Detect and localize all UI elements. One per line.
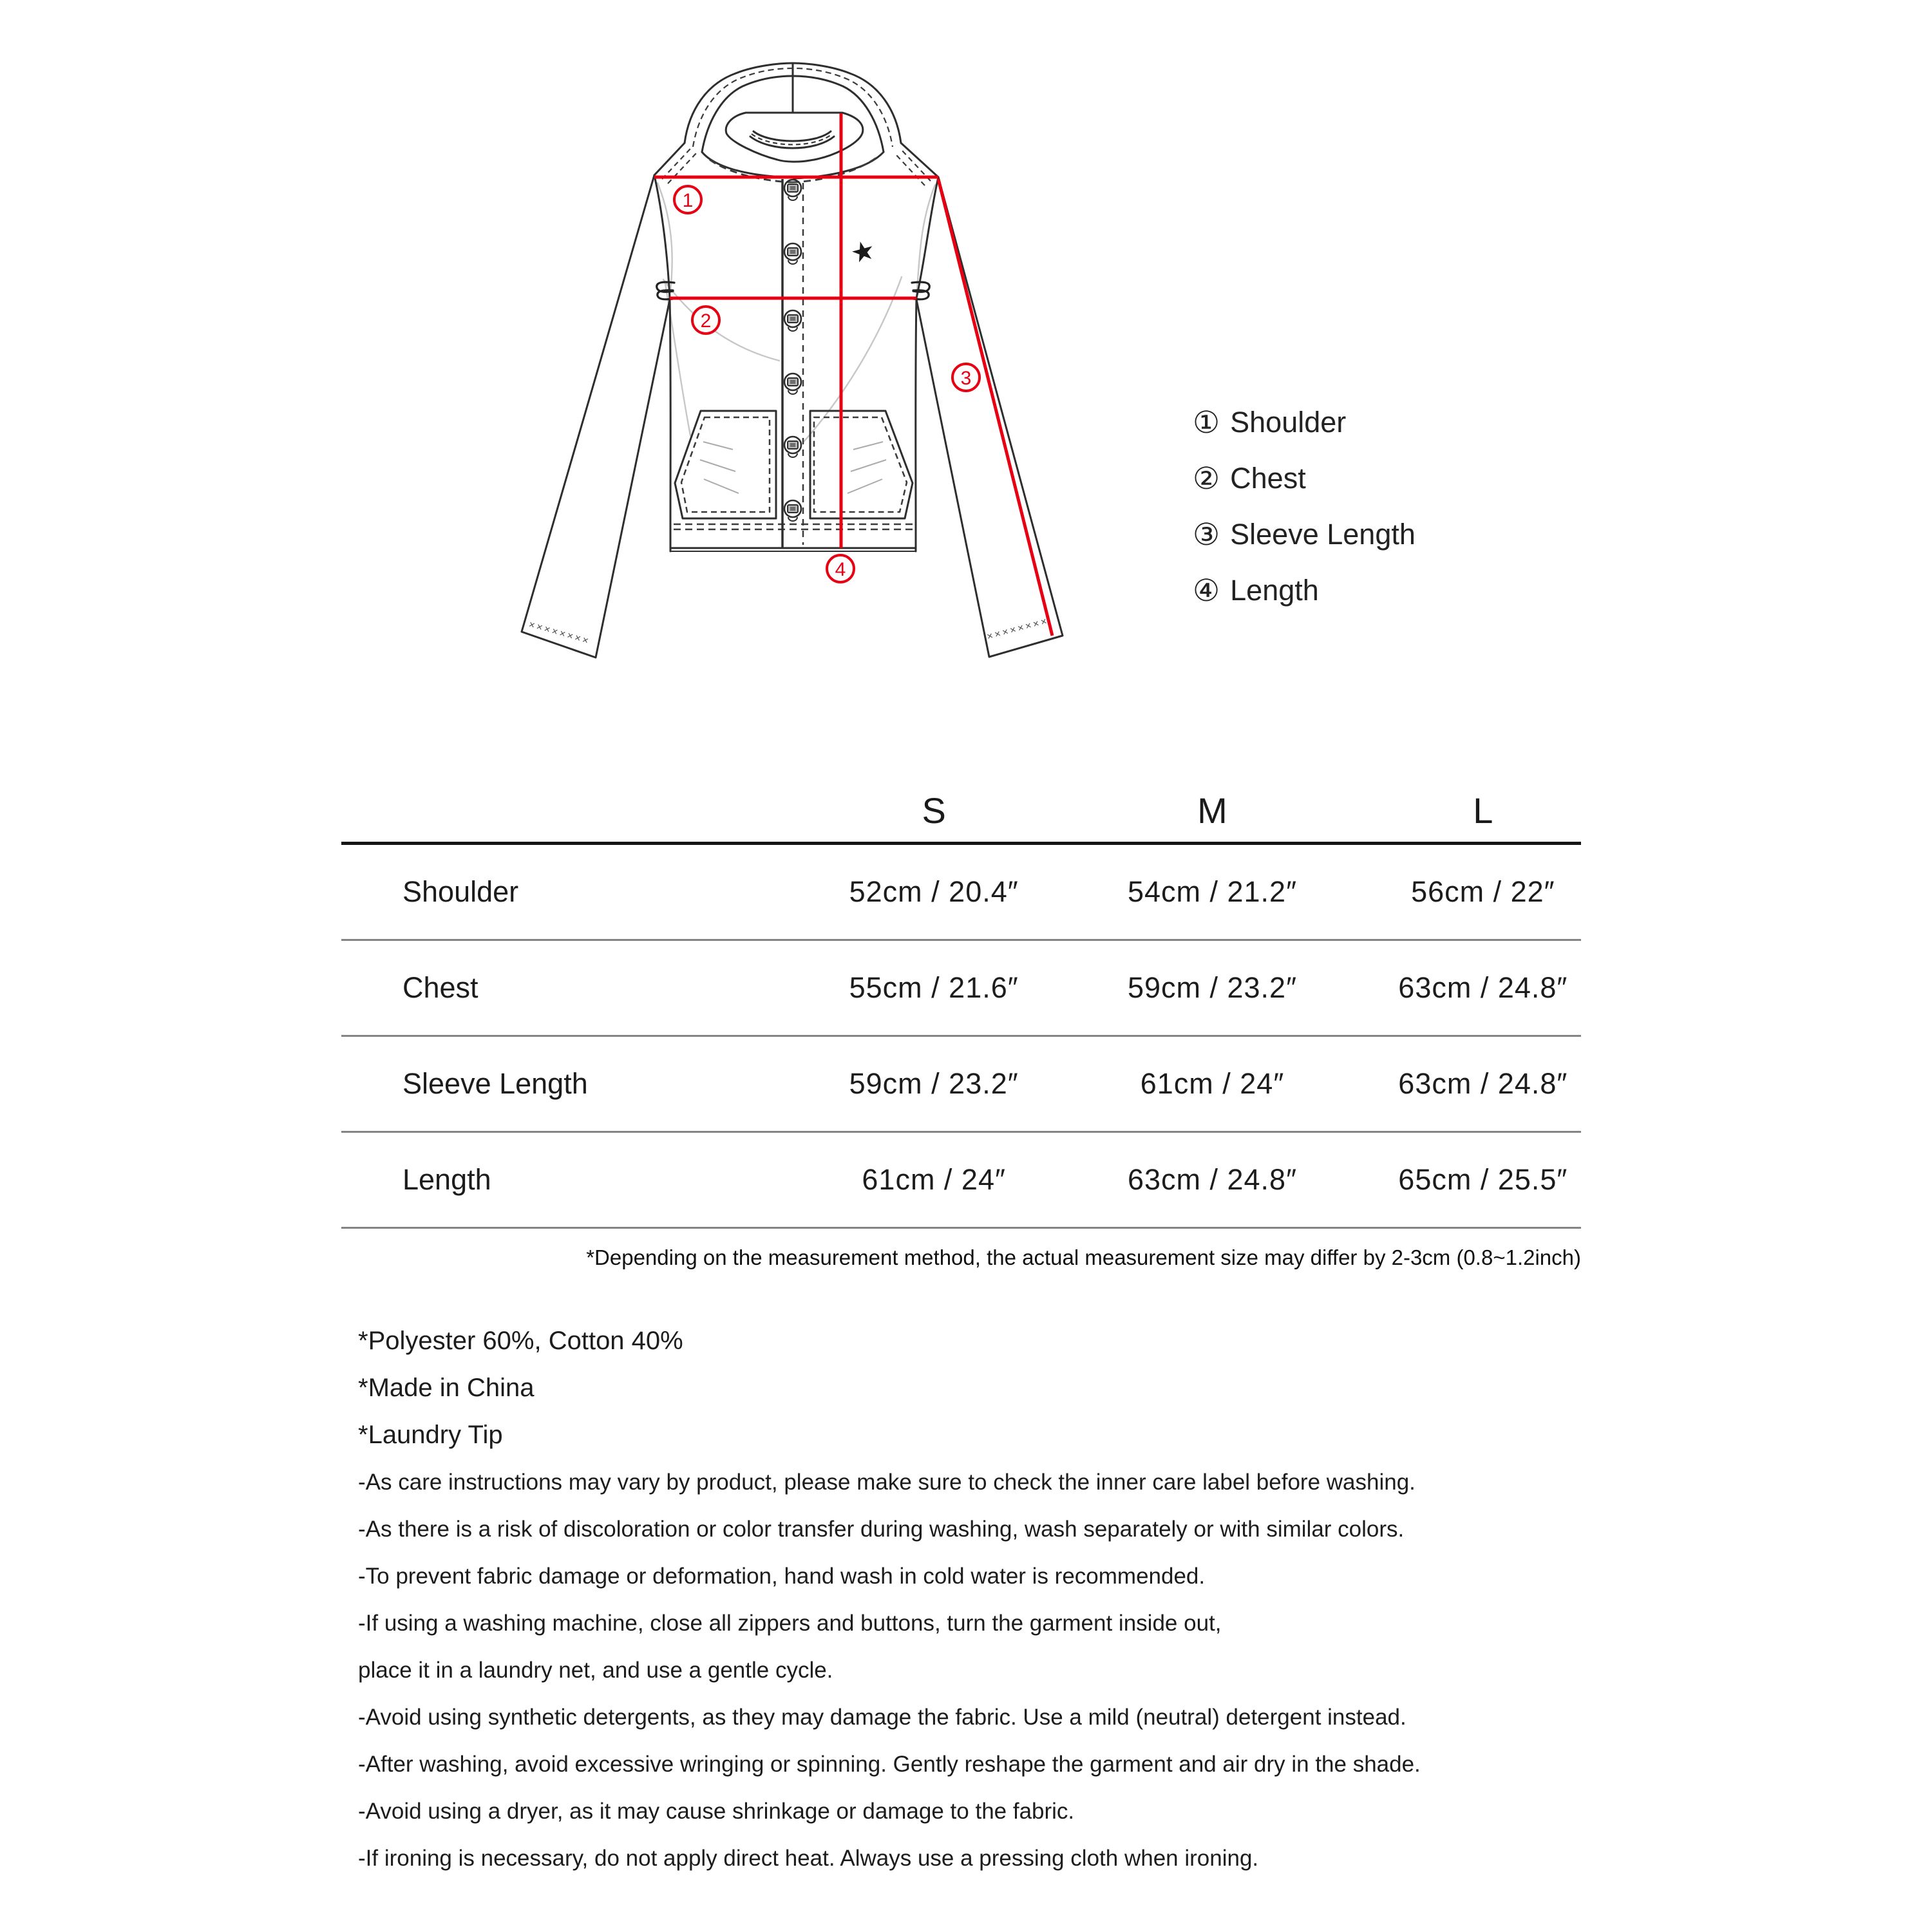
product-info bbox=[358, 1318, 1646, 1882]
care-line: -As there is a risk of discoloration or color transfer during washing, wash separately or with similar colors. bbox=[358, 1517, 1405, 1542]
care-line: -Avoid using a dryer, as it may cause shrinkage or damage to the fabric. bbox=[358, 1799, 1075, 1824]
header-spacer bbox=[341, 831, 792, 842]
table-row-shoulder bbox=[341, 845, 1581, 941]
hood bbox=[685, 63, 901, 178]
cell-shoulder-m: 54cm / 21.2″ bbox=[1127, 875, 1298, 908]
callout-4: 4 bbox=[835, 559, 846, 580]
pockets bbox=[675, 411, 913, 518]
button bbox=[784, 437, 801, 457]
measurement-footnote: *Depending on the measurement method, the actual measurement size may differ by 2-3cm (0.8~1.2inch) bbox=[586, 1245, 1581, 1269]
star-logo: ★ bbox=[847, 233, 879, 270]
care-line: -After washing, avoid excessive wringing or spinning. Gently reshape the garment and air dry in the shade. bbox=[358, 1752, 1421, 1777]
cell-chest-s: 55cm / 21.6″ bbox=[849, 971, 1019, 1004]
legend-label-chest: Chest bbox=[1230, 461, 1306, 495]
buttons bbox=[784, 180, 801, 521]
hem-stitching bbox=[674, 524, 913, 529]
legend-item-length bbox=[1193, 562, 1416, 618]
size-table bbox=[341, 776, 1581, 1270]
legend-num-3: ③ bbox=[1193, 517, 1220, 551]
legend-label-sleeve-length: Sleeve Length bbox=[1230, 517, 1416, 551]
legend-num-2: ② bbox=[1193, 461, 1220, 495]
measurement-legend bbox=[1193, 394, 1416, 618]
placket bbox=[782, 179, 803, 548]
left-cuff-stitch: ×××××××× bbox=[527, 619, 592, 648]
table-row-length bbox=[341, 1133, 1581, 1229]
care-line: -If using a washing machine, close all zippers and buttons, turn the garment inside out, bbox=[358, 1611, 1222, 1636]
table-row-chest bbox=[341, 941, 1581, 1037]
legend-num-1: ① bbox=[1193, 405, 1220, 439]
callout-1: 1 bbox=[682, 190, 694, 211]
size-table-header bbox=[341, 776, 1581, 845]
header-size-l: L bbox=[1473, 790, 1493, 831]
cell-sleeve-l: 63cm / 24.8″ bbox=[1398, 1067, 1568, 1100]
origin-line: *Made in China bbox=[358, 1374, 535, 1402]
button bbox=[784, 310, 801, 331]
legend-label-length: Length bbox=[1230, 573, 1319, 607]
button bbox=[784, 243, 801, 264]
row-label: Shoulder bbox=[402, 875, 519, 908]
cell-shoulder-l: 56cm / 22″ bbox=[1411, 875, 1555, 908]
legend-item-chest bbox=[1193, 450, 1416, 506]
legend-item-sleeve-length bbox=[1193, 506, 1416, 562]
hooded-jacket-sketch bbox=[509, 57, 1108, 694]
care-line: -To prevent fabric damage or deformation, hand wash in cold water is recommended. bbox=[358, 1564, 1206, 1589]
legend-item-shoulder bbox=[1193, 394, 1416, 450]
cell-length-m: 63cm / 24.8″ bbox=[1127, 1163, 1298, 1196]
callout-3: 3 bbox=[960, 368, 972, 389]
care-line: -If ironing is necessary, do not apply direct heat. Always use a pressing cloth when ironing. bbox=[358, 1846, 1259, 1871]
row-label: Sleeve Length bbox=[402, 1067, 588, 1100]
left-sleeve bbox=[522, 175, 670, 658]
legend-num-4: ④ bbox=[1193, 573, 1220, 607]
material-line: *Polyester 60%, Cotton 40% bbox=[358, 1327, 683, 1355]
right-cuff-stitch: ×××××××× bbox=[985, 615, 1050, 643]
row-label: Length bbox=[402, 1163, 491, 1196]
cell-length-l: 65cm / 25.5″ bbox=[1398, 1163, 1568, 1196]
row-label: Chest bbox=[402, 971, 478, 1004]
cell-sleeve-s: 59cm / 23.2″ bbox=[849, 1067, 1019, 1100]
sleeve-line bbox=[938, 179, 1052, 636]
button bbox=[784, 500, 801, 521]
cell-chest-l: 63cm / 24.8″ bbox=[1398, 971, 1568, 1004]
laundry-tip-title: *Laundry Tip bbox=[358, 1421, 503, 1449]
right-pocket bbox=[810, 411, 913, 518]
header-size-s: S bbox=[922, 790, 946, 831]
left-pocket bbox=[675, 411, 776, 518]
header-size-m: M bbox=[1197, 790, 1227, 831]
care-line: -As care instructions may vary by product, please make sure to check the inner care label before washing. bbox=[358, 1470, 1416, 1495]
cell-chest-m: 59cm / 23.2″ bbox=[1127, 971, 1298, 1004]
cell-sleeve-m: 61cm / 24″ bbox=[1140, 1067, 1285, 1100]
callout-2: 2 bbox=[700, 310, 712, 332]
cell-shoulder-s: 52cm / 20.4″ bbox=[849, 875, 1019, 908]
cell-length-s: 61cm / 24″ bbox=[862, 1163, 1006, 1196]
legend-label-shoulder: Shoulder bbox=[1230, 405, 1347, 439]
care-line: -Avoid using synthetic detergents, as they may damage the fabric. Use a mild (neutral) detergent instead. bbox=[358, 1705, 1406, 1730]
care-line: place it in a laundry net, and use a gentle cycle. bbox=[358, 1658, 833, 1683]
garment-diagram bbox=[509, 57, 1108, 694]
table-row-sleeve-length bbox=[341, 1037, 1581, 1133]
button bbox=[784, 374, 801, 394]
